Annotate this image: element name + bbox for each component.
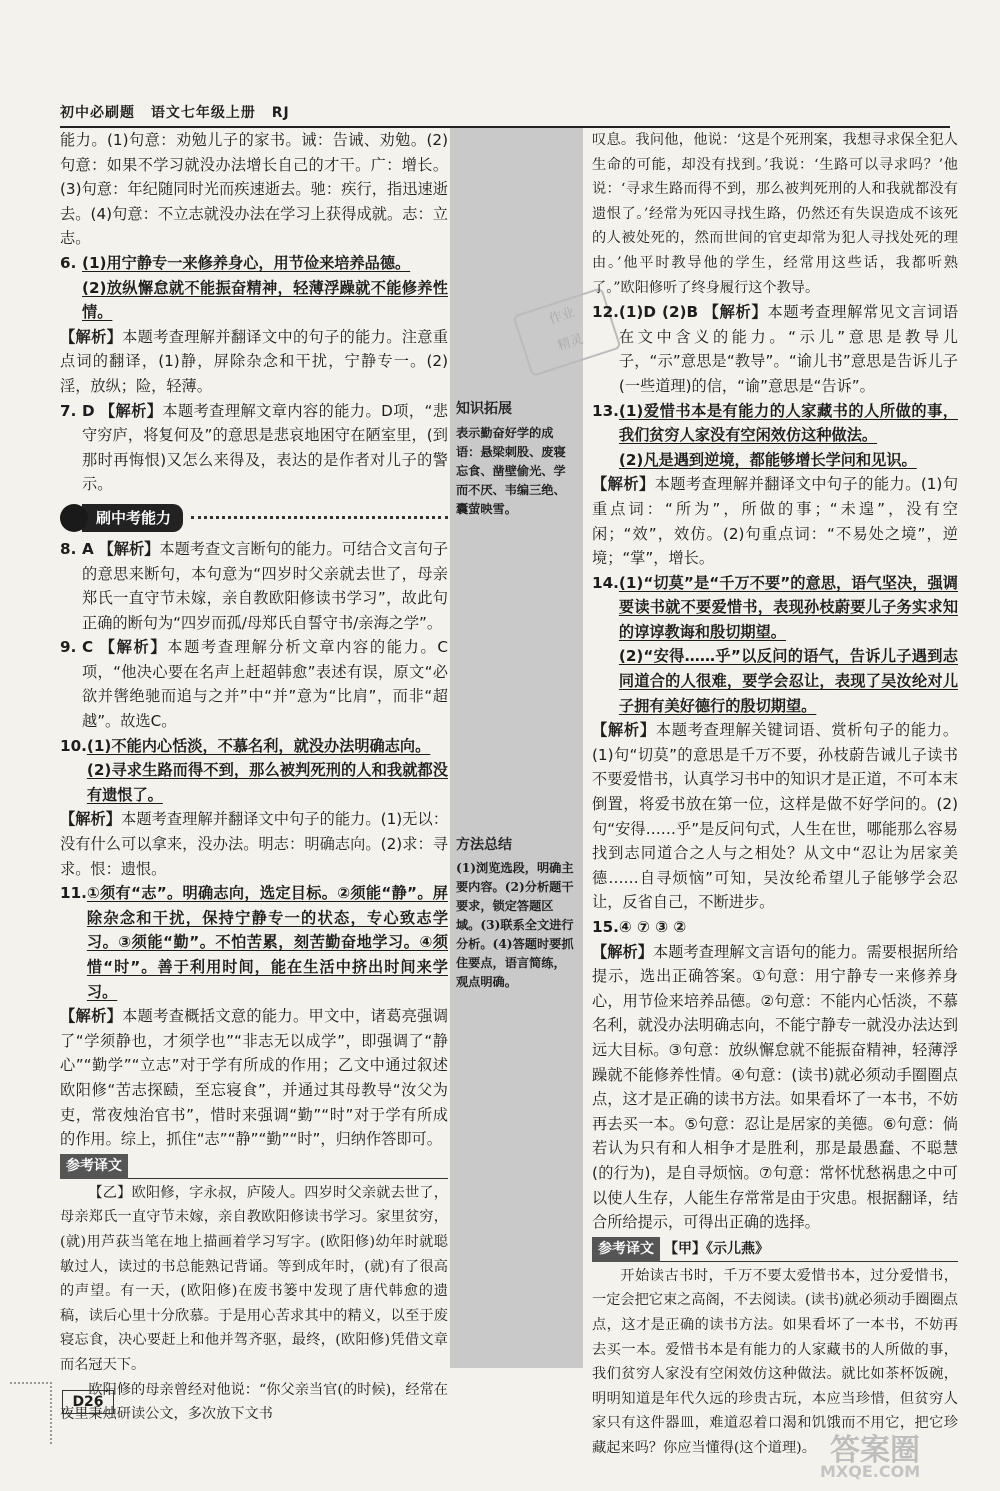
question-number: 11.	[60, 884, 87, 903]
analysis: 【解析】本题考查理解关键词语、赏析句子的能力。(1)句“切莫”的意思是千万不要，孙枝蔚告诫儿子读书不要爱惜书，认真学习书中的知识才是正道，不可本末倒置，将爱书放在第一位，这样是做不好学问的。(2)句“安得……乎”是反问句式，人生在世，哪能那么容易找到志同道合之人与之相处？从文中“忍让为居家美德……自寻烦恼”可知，吴汝纶希望儿子能够学会忍让，反省自己，不断进步。	[592, 721, 959, 912]
answer-line: (1)用宁静专一来修养身心，用节俭来培养品德。	[82, 253, 411, 272]
question-number: 7.	[60, 401, 77, 420]
analysis: 【解析】本题考查理解文言语句的能力。需要根据所给提示，选出正确答案。①句意：用宁静专一来修养身心，用节俭来培养品德。②句意：不能内心恬淡，不慕名利，就没办法明确志向，不能宁静专一就没办法达到远大目标。③句意：放纵懈怠就不能振奋精神，轻薄浮躁就不能修养性情。④句意：(读书)就必须动手圈圈点点，这才是正确的读书方法。如果看坏了一本书，不妨再去买一本。⑤句意：忍让是居家的美德。⑥句意：倘若认为只有和人相争才是胜利，那是最愚蠢、不聪慧(的行为)，是自寻烦恼。⑦句意：常怀忧愁祸患之中可以使人生存，人能生存常常是由于灾患。根据翻译，结合所给提示，可得出正确的选择。	[592, 942, 959, 1232]
answer-line: ①须有“志”。明确志向，选定目标。②须能“静”。屏除杂念和干扰，保持宁静专一的状态，专心致志学习。③须能“勤”。不怕苦累，刻苦勤奋地学习。④须惜“时”。善于利用时间，能在生活中挤出时间来学习。	[86, 884, 448, 1001]
analysis: 【解析】本题考查理解并翻译文中句子的能力。(1)无以：没有什么可以拿来，没办法。明志：明确志向。(2)求：寻求。恨：遗恨。	[60, 810, 449, 878]
pen-icon	[60, 504, 88, 532]
question-number: 10.	[60, 736, 87, 755]
section-title: 刷中考能力	[82, 504, 183, 533]
reference-translation-bar	[592, 1239, 958, 1262]
question-8: 8. A 【解析】本题考查文言断句的能力。可结合文言句子的意思来断句，本句意为“四岁时父亲就去世了，母亲郑氏一直守节未嫁，亲自教欧阳修读书学习”，故此句正确的断句为“四岁而孤/母郑氏自誓守书/亲海之学”。	[60, 537, 448, 635]
watermark-logo: 答案圈	[830, 1433, 920, 1468]
reference-source: 【甲】《示儿燕》	[664, 1241, 769, 1258]
analysis: 【解析】本题考查概括文意的能力。甲文中，诸葛亮强调了“学须静也，才须学也”“非志无以成学”，即强调了“静心”“勤学”“立志”对于学有所成的作用；乙文中通过叙述欧阳修“苦志探赜，至忘寝食”，并通过其母教导“汝父为吏，常夜烛治官书”，惜时来强调“勤”“时”对于学有所成的作用。综上，抓住“志”“静”“勤”“时”，归纳作答即可。	[60, 1007, 449, 1149]
knowledge-text: 表示勤奋好学的成语：悬梁刺股、废寝忘食、凿壁偷光、学而不厌、韦编三绝、囊萤映雪。	[456, 425, 566, 516]
answer-line: (2)放纵懈怠就不能振奋精神，轻薄浮躁就不能修养性情。	[82, 278, 448, 322]
corner-decoration	[10, 1382, 52, 1444]
question-7: 7. D 【解析】本题考查理解文章内容的能力。D项，“悲守穷庐，将复何及”的意思是悲哀地困守在陋室里，(到那时再悔恨)又怎么来得及，表达的是作者对儿子的警示。	[60, 399, 448, 497]
translation-paragraph: 欧阳修的母亲曾经对他说：“你父亲当官(的时候)，经常在夜里秉烛研读公文，多次放下文书	[60, 1381, 448, 1423]
translation-continuation: 叹息。我问他，他说：‘这是个死刑案，我想寻求保全犯人生命的可能，却没有找到。’我说：‘生路可以寻求吗？’他说：‘寻求生路而得不到，那么被判死刑的人和我就都没有遗恨了。’经常为死囚寻找生路，仍然还有失误造成不该死的人被处死的，然而世间的官吏却常为犯人寻找处死的理由。’他平时教导他的学生，经常用这些话，我都听熟了。”欧阳修听了终身履行这个教导。	[592, 132, 958, 296]
answer-continuation: 能力。(1)句意：劝勉儿子的家书。诫：告诫、劝勉。(2)句意：如果不学习就没办法增长自己的才干。广：增长。(3)句意：年纪随同时光而疾速逝去。驰：疾行，指迅速逝去。(4)句意：不立志就没办法在学习上获得成就。志：立志。	[60, 131, 448, 248]
answer-line: (1)爱惜书本是有能力的人家藏书的人所做的事，我们贫穷人家没有空闲效仿这种做法。	[618, 401, 958, 445]
answer-line: (2)凡是遇到逆境，都能够增长学问和见识。	[618, 450, 917, 469]
page-header	[60, 102, 300, 124]
reference-translation-bar	[60, 1156, 448, 1179]
question-number: 14.	[592, 573, 619, 592]
method-title: 方法总结	[456, 836, 512, 853]
section-banner	[60, 503, 448, 533]
question-number: 12.	[592, 303, 619, 322]
answer-choice: D	[82, 401, 95, 420]
knowledge-title: 知识拓展	[456, 401, 512, 417]
answer-choice: (1)D (2)B	[618, 303, 699, 322]
question-14	[592, 571, 958, 719]
translation-paragraph: 【乙】欧阳修，字永叔，庐陵人。四岁时父亲就去世了，母亲郑氏一直守节未嫁，亲自教欧阳修读书学习。家里贫穷，(就)用芦荻当笔在地上描画着学习写字。(欧阳修)幼年时就聪敏过人，读过的书总能熟记背诵。等到成年时，(就)有了很高的声望。有一天，(欧阳修)在废书篓中发现了唐代韩愈的遗稿，读后心里十分欣慕。于是用心苦求其中的精义，以至于废寝忘食，决心要赶上和他并驾齐驱，最终，(欧阳修)凭借文章而名冠天下。	[60, 1184, 448, 1373]
question-number: 8.	[60, 539, 77, 558]
answer-line: (2)“安得……乎”以反问的语气，告诉儿子遇到志同道合的人很难，要学会忍让，表现了吴汝纶对儿子拥有美好德行的殷切期望。	[618, 647, 958, 715]
stamp-graphic: 作业 精灵	[512, 287, 621, 377]
question-13	[592, 399, 958, 473]
answer-line: (1)“切莫”是“千万不要”的意思，语气坚决，强调要读书就不要爱惜书，表现孙枝蔚要儿子务实求知的谆谆教诲和殷切期望。	[618, 573, 958, 641]
question-number: 13.	[592, 401, 619, 420]
analysis: 【解析】本题考查理解并翻译文中句子的能力。(1)句重点词：“所为”，所做的事；“未遑”，没有空闲；“效”，效仿。(2)句重点词：“不易处之境”，逆境；“掌”，增长。	[592, 475, 959, 568]
question-15	[592, 915, 958, 940]
edition-name: RJ	[271, 105, 290, 121]
left-column	[60, 128, 448, 1427]
right-column	[592, 128, 958, 1460]
series-name: 初中必刷题	[60, 105, 135, 121]
question-number: 6.	[60, 253, 77, 272]
answer-choice: A	[82, 539, 94, 558]
translation-paragraph: 开始读古书时，千万不要太爱惜书本，过分爱惜书，一定会把它束之高阁，不去阅读。(读书)就必须动手圈圈点点，这才是正确的读书方法。如果看坏了一本书，不妨再去买一本。爱惜书本是有能力的人家藏书的人所做的事，我们贫穷人家没有空闲效仿这种做法。就比如茶杯饭碗，明明知道是年代久远的珍贵古玩，本应当珍惜，但贫穷人家只有这件器皿，难道忍着口渴和饥饿而不用它，把它珍藏起来吗？你应当懂得(这个道理)。	[592, 1267, 958, 1456]
analysis: 【解析】本题考查理解并翻译文中的句子的能力。注意重点词的翻译，(1)静，屏除杂念和干扰，宁静专一。(2)淫，放纵；险，轻薄。	[60, 327, 449, 395]
question-9: 9. C 【解析】本题考查理解分析文章内容的能力。C项，“他决心要在名声上赶超韩愈”表述有误，原文“必欲并辔绝驰而追与之并”中“并”意为“比肩”，而非“超越”。故选C。	[60, 635, 448, 733]
page-number: D26	[62, 1390, 114, 1414]
question-12: 12. (1)D (2)B 【解析】本题考查理解常见文言词语在文中含义的能力。“示儿”意思是教导儿子，“示”意思是“教导”。“谕儿书”意思是告诉儿子(一些道理)的信，“谕”意思是“告诉”。	[592, 300, 958, 398]
answer-line: (1)不能内心恬淡，不慕名利，就没办法明确志向。	[86, 736, 431, 755]
watermark-url: MXQE.COM	[820, 1462, 921, 1481]
question-10	[60, 734, 448, 808]
dotted-divider	[191, 516, 448, 519]
method-text: (1)浏览选段，明确主要内容。(2)分析题干要求，锁定答题区域。(3)联系全文进行分析。(4)答题时要抓住要点，语言简练，观点明确。	[456, 861, 574, 990]
answer-choice: ④ ⑦ ③ ②	[618, 918, 687, 936]
question-6	[60, 251, 448, 325]
question-11	[60, 881, 448, 1004]
answer-choice: C	[82, 638, 94, 657]
question-number: 15.	[592, 918, 619, 936]
subject-name: 语文七年级上册	[150, 105, 256, 121]
reference-label: 参考译文	[60, 1154, 128, 1179]
reference-label: 参考译文	[592, 1237, 660, 1262]
question-number: 9.	[60, 638, 77, 657]
answer-line: (2)寻求生路而得不到，那么被判死刑的人和我就都没有遗恨了。	[86, 761, 448, 804]
